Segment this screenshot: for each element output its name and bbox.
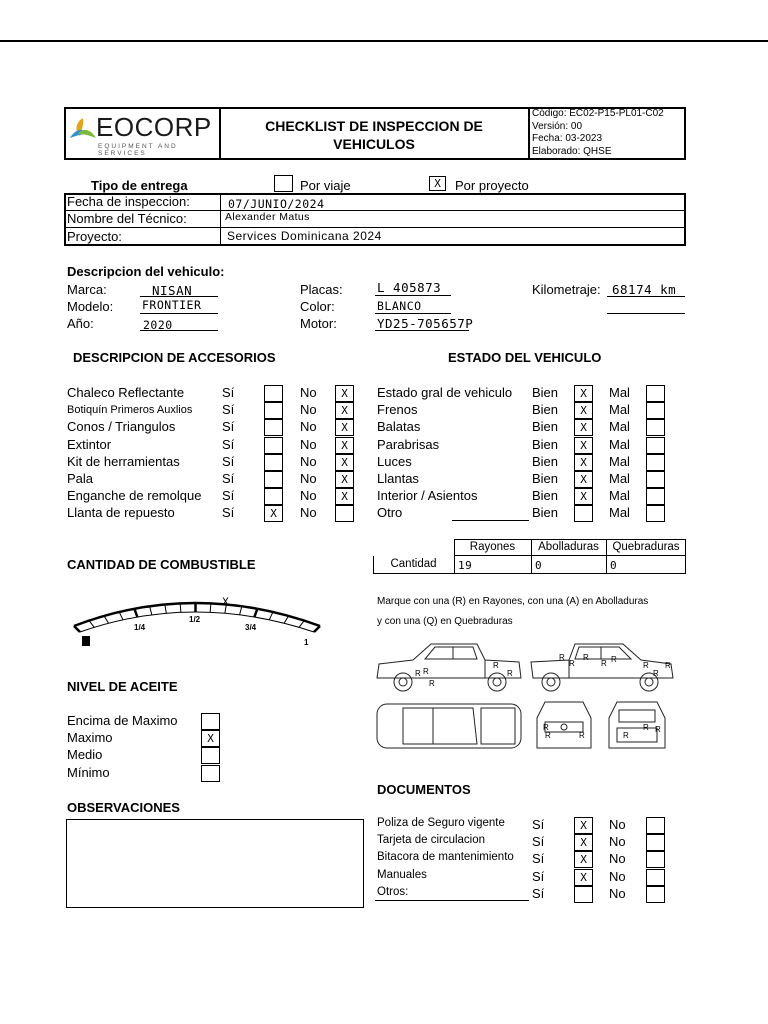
- fuel-level-mark[interactable]: X: [222, 595, 229, 609]
- damage-instructions-line-2: y con una (Q) en Quebraduras: [377, 616, 513, 627]
- state-bien-label: Bien: [532, 436, 559, 452]
- document-si-checkbox[interactable]: X: [574, 834, 593, 851]
- state-mal-checkbox[interactable]: [646, 437, 665, 454]
- damage-header-rayones: Rayones: [469, 541, 516, 553]
- damage-header-quebraduras: Quebraduras: [612, 541, 680, 553]
- plates-label: Placas:: [300, 282, 343, 297]
- year-label: Año:: [67, 316, 94, 331]
- damage-mark: R: [579, 731, 585, 740]
- state-mal-checkbox[interactable]: [646, 454, 665, 471]
- accessory-si-checkbox[interactable]: X: [264, 505, 283, 522]
- oil-level-checkbox[interactable]: [201, 747, 220, 764]
- accessory-no-checkbox[interactable]: X: [335, 437, 354, 454]
- oil-level-checkbox[interactable]: [201, 713, 220, 730]
- top-rule: [0, 40, 768, 42]
- document-label: Bitacora de mantenimiento: [377, 851, 514, 864]
- state-bien-label: Bien: [532, 402, 559, 418]
- fuel-gauge-tick: [269, 612, 273, 620]
- state-bien-checkbox[interactable]: [574, 505, 593, 522]
- year-underline: [140, 330, 218, 331]
- fuel-title: CANTIDAD DE COMBUSTIBLE: [67, 557, 256, 572]
- fuel-gauge-tick: [299, 621, 304, 628]
- damage-mark: R: [643, 723, 649, 732]
- model-underline: [140, 313, 218, 314]
- document-title: [220, 117, 528, 153]
- damage-mark: R: [559, 653, 565, 662]
- damage-mark: R: [569, 659, 575, 668]
- brand-label: Marca:: [67, 282, 107, 297]
- document-no-label: No: [609, 817, 626, 832]
- state-bien-label: Bien: [532, 471, 559, 486]
- accessory-label: Conos / Triangulos: [67, 419, 176, 435]
- fuel-gauge-tick: [74, 626, 80, 632]
- oil-level-label: Maximo: [67, 730, 113, 746]
- state-item-label: Parabrisas: [377, 436, 440, 452]
- accessory-no-label: No: [300, 385, 317, 400]
- accessory-label: Pala: [67, 471, 94, 486]
- fuel-pump-icon: [82, 636, 90, 646]
- plates-value[interactable]: L 405873: [377, 280, 442, 295]
- accessory-si-label: Sí: [222, 402, 235, 418]
- state-bien-label: Bien: [532, 385, 559, 400]
- document-si-checkbox[interactable]: X: [574, 869, 593, 886]
- damage-mark: R: [655, 725, 661, 734]
- document-si-label: Sí: [532, 817, 545, 832]
- accessory-si-checkbox[interactable]: [264, 385, 283, 402]
- accessory-no-checkbox[interactable]: X: [335, 402, 354, 419]
- document-si-checkbox[interactable]: X: [574, 851, 593, 868]
- vehicle-desc-title: Descripcion del vehiculo:: [67, 264, 225, 279]
- fuel-gauge-tick: [180, 603, 181, 612]
- accessory-si-label: Sí: [222, 453, 235, 469]
- state-item-label: Luces: [377, 453, 412, 469]
- mileage-underline: [607, 296, 685, 297]
- project-label: Proyecto:: [67, 229, 122, 244]
- damage-col-1: [454, 556, 455, 574]
- damage-mark: R: [493, 661, 499, 670]
- fuel-gauge-tick: [89, 621, 94, 628]
- damage-mark: R: [415, 669, 421, 678]
- document-si-label: Sí: [532, 885, 545, 901]
- damage-mark: R: [507, 669, 513, 678]
- technician-value[interactable]: Alexander Matus: [225, 211, 310, 223]
- fuel-gauge[interactable]: [64, 586, 324, 656]
- document-si-checkbox[interactable]: X: [574, 817, 593, 834]
- state-mal-label: Mal: [609, 471, 630, 486]
- doc-author: Elaborado: QHSE: [532, 145, 612, 157]
- state-mal-label: Mal: [609, 385, 630, 400]
- fuel-tick-1-2: 1/2: [189, 615, 201, 624]
- damage-mark: R: [601, 659, 607, 668]
- damage-header-abolladuras: Abolladuras: [538, 541, 599, 553]
- damage-instructions-line-1: Marque con una (R) en Rayones, con una (A) en Abolladuras: [377, 596, 649, 607]
- inspection-date-label: Fecha de inspeccion:: [67, 194, 190, 209]
- accessory-no-label: No: [300, 488, 317, 504]
- accessory-no-checkbox[interactable]: X: [335, 419, 354, 436]
- delivery-type-label: Tipo de entrega: [91, 178, 188, 193]
- document-no-checkbox[interactable]: [646, 869, 665, 886]
- state-bien-checkbox[interactable]: X: [574, 437, 593, 454]
- accessory-label: Extintor: [67, 436, 112, 452]
- state-mal-label: Mal: [609, 488, 630, 504]
- document-no-label: No: [609, 851, 626, 867]
- fuel-gauge-tick: [210, 603, 211, 612]
- brand-underline: [140, 296, 218, 297]
- model-label: Modelo:: [67, 299, 114, 314]
- accessory-no-label: No: [300, 436, 317, 452]
- documents-title: DOCUMENTOS: [377, 782, 471, 797]
- accessory-label: Botiquín Primeros Auxlios: [67, 404, 193, 417]
- state-bien-checkbox[interactable]: X: [574, 454, 593, 471]
- title-line-1: CHECKLIST DE INSPECCION DE: [265, 118, 483, 134]
- state-item-label: Otro: [377, 505, 403, 521]
- otro-underline: [452, 520, 529, 521]
- document-label: Manuales: [377, 868, 427, 881]
- accessory-no-checkbox[interactable]: [335, 505, 354, 522]
- damage-abolladuras-value[interactable]: 0: [535, 559, 543, 572]
- color-value[interactable]: BLANCO: [377, 299, 422, 313]
- accessory-label: Kit de herramientas: [67, 453, 180, 469]
- damage-mark: R: [665, 661, 671, 670]
- oil-level-checkbox[interactable]: X: [201, 730, 220, 747]
- document-si-label: Sí: [532, 834, 545, 850]
- document-no-checkbox[interactable]: [646, 851, 665, 868]
- state-bien-label: Bien: [532, 453, 559, 469]
- por-proyecto-checkbox[interactable]: X: [429, 176, 446, 191]
- accessory-no-checkbox[interactable]: X: [335, 454, 354, 471]
- accessory-no-label: No: [300, 471, 317, 486]
- accessory-si-checkbox[interactable]: [264, 488, 283, 505]
- fuel-tick-1-4: 1/4: [134, 623, 146, 632]
- year-value[interactable]: 2020: [143, 318, 173, 332]
- accessory-si-label: Sí: [222, 419, 235, 435]
- state-bien-label: Bien: [532, 419, 559, 435]
- vehicle-state-title: ESTADO DEL VEHICULO: [448, 350, 602, 365]
- accessory-no-checkbox[interactable]: X: [335, 385, 354, 402]
- plates-underline: [375, 295, 451, 296]
- title-line-2: VEHICULOS: [333, 136, 415, 152]
- damage-marks: [415, 653, 671, 740]
- accessory-si-label: Sí: [222, 471, 235, 486]
- oil-level-checkbox[interactable]: [201, 765, 220, 782]
- accessory-si-label: Sí: [222, 505, 235, 521]
- accessory-no-checkbox[interactable]: X: [335, 471, 354, 488]
- observations-title: OBSERVACIONES: [67, 800, 180, 815]
- technician-label: Nombre del Técnico:: [67, 211, 187, 226]
- accessory-no-checkbox[interactable]: X: [335, 488, 354, 505]
- model-value[interactable]: FRONTIER: [142, 298, 202, 312]
- state-item-label: Interior / Asientos: [377, 488, 478, 504]
- car-top-view: [377, 704, 521, 748]
- accessory-si-checkbox[interactable]: [264, 419, 283, 436]
- state-item-label: Balatas: [377, 419, 421, 435]
- damage-mark: R: [429, 679, 435, 688]
- info-row-divider-2: [64, 227, 686, 228]
- brand-value[interactable]: NISAN: [152, 283, 193, 298]
- fuel-tick-full: 1: [304, 638, 309, 647]
- damage-mark: R: [611, 655, 617, 664]
- damage-rayones-value[interactable]: 19: [458, 559, 473, 572]
- color-underline: [375, 313, 451, 314]
- damage-instructions: [377, 592, 648, 632]
- company-logo: [66, 110, 216, 156]
- state-item-label: Llantas: [377, 471, 419, 486]
- document-meta: [532, 108, 664, 158]
- fuel-gauge-tick: [119, 612, 123, 620]
- otros-underline: [375, 900, 529, 901]
- document-label: Poliza de Seguro vigente: [377, 817, 505, 829]
- eocorp-leaf-icon: [66, 114, 100, 144]
- fuel-gauge-tick: [314, 626, 320, 632]
- damage-mark: R: [623, 731, 629, 740]
- inspection-date-value[interactable]: 07/JUNIO/2024: [228, 197, 325, 211]
- state-bien-checkbox[interactable]: X: [574, 402, 593, 419]
- state-mal-checkbox[interactable]: [646, 385, 665, 402]
- accessory-si-label: Sí: [222, 488, 235, 504]
- state-mal-label: Mal: [609, 505, 630, 521]
- accessory-si-label: Sí: [222, 385, 235, 400]
- accessory-no-label: No: [300, 402, 317, 418]
- por-viaje-checkbox[interactable]: [274, 175, 293, 192]
- state-bien-label: Bien: [532, 505, 559, 521]
- damage-mark: R: [643, 661, 649, 670]
- state-bien-checkbox[interactable]: X: [574, 471, 593, 488]
- accessory-no-label: No: [300, 453, 317, 469]
- fuel-tick-3-4: 3/4: [245, 623, 257, 632]
- state-mal-checkbox[interactable]: [646, 471, 665, 488]
- fuel-gauge-tick: [104, 616, 109, 623]
- fuel-gauge-tick: [284, 616, 289, 623]
- vehicle-damage-diagram[interactable]: [373, 638, 683, 753]
- doc-version: Versión: 00: [532, 120, 583, 132]
- state-item-label: Frenos: [377, 402, 418, 418]
- logo-subtext: EQUIPMENT AND SERVICES: [98, 143, 178, 157]
- oil-level-label: Encima de Maximo: [67, 713, 178, 728]
- document-si-label: Sí: [532, 851, 545, 867]
- document-no-label: No: [609, 834, 626, 850]
- engine-underline: [375, 330, 469, 331]
- damage-mark: R: [423, 667, 429, 676]
- accessories-title: DESCRIPCION DE ACCESORIOS: [73, 350, 276, 365]
- document-no-checkbox[interactable]: [646, 817, 665, 834]
- damage-mark: R: [583, 653, 589, 662]
- document-no-label: No: [609, 868, 626, 884]
- state-mal-checkbox[interactable]: [646, 402, 665, 419]
- accessory-no-label: No: [300, 419, 317, 435]
- state-bien-checkbox[interactable]: X: [574, 488, 593, 505]
- oil-level-label: Mínimo: [67, 764, 110, 780]
- engine-value[interactable]: YD25-705657P: [377, 316, 474, 331]
- damage-table: [373, 539, 686, 574]
- document-no-label: No: [609, 885, 626, 901]
- damage-mark: R: [543, 723, 549, 732]
- por-viaje-label: Por viaje: [300, 178, 351, 193]
- damage-mark: R: [545, 731, 551, 740]
- document-no-checkbox[interactable]: [646, 886, 665, 903]
- accessory-label: Enganche de remolque: [67, 488, 202, 504]
- state-bien-checkbox[interactable]: X: [574, 385, 593, 402]
- fuel-gauge-tick: [134, 609, 137, 617]
- por-proyecto-label: Por proyecto: [455, 178, 529, 193]
- state-mal-checkbox[interactable]: [646, 488, 665, 505]
- accessory-si-label: Sí: [222, 436, 235, 452]
- state-item-label: Estado gral de vehiculo: [377, 385, 513, 400]
- info-col-divider: [220, 193, 221, 246]
- accessory-si-checkbox[interactable]: [264, 454, 283, 471]
- observations-box[interactable]: [66, 819, 364, 908]
- state-mal-label: Mal: [609, 402, 630, 418]
- state-mal-label: Mal: [609, 436, 630, 452]
- state-bien-checkbox[interactable]: X: [574, 419, 593, 436]
- fuel-gauge-tick: [165, 604, 167, 613]
- logo-text: EOCORP: [96, 112, 212, 142]
- damage-quebraduras-value[interactable]: 0: [610, 559, 618, 572]
- color-label: Color:: [300, 299, 335, 314]
- accessory-label: Chaleco Reflectante: [67, 385, 185, 400]
- document-no-checkbox[interactable]: [646, 834, 665, 851]
- doc-code: Código: EC02-P15-PL01-C02: [532, 108, 664, 119]
- state-mal-label: Mal: [609, 453, 630, 469]
- oil-level-label: Medio: [67, 747, 103, 763]
- document-label: Tarjeta de circulacion: [377, 834, 486, 847]
- mileage-underline-2: [607, 313, 685, 314]
- oil-title: NIVEL DE ACEITE: [67, 679, 178, 694]
- accessory-si-checkbox[interactable]: [264, 471, 283, 488]
- accessory-si-checkbox[interactable]: [264, 402, 283, 419]
- document-label: Otros:: [377, 885, 409, 898]
- engine-label: Motor:: [300, 316, 337, 331]
- fuel-gauge-tick: [240, 606, 242, 615]
- document-si-label: Sí: [532, 868, 545, 884]
- mileage-label: Kilometraje:: [532, 282, 601, 297]
- document-si-checkbox[interactable]: [574, 886, 593, 903]
- mileage-value[interactable]: 68174 km: [612, 282, 677, 297]
- accessory-label: Llanta de repuesto: [67, 505, 175, 521]
- state-mal-checkbox[interactable]: [646, 505, 665, 522]
- project-value[interactable]: Services Dominicana 2024: [227, 229, 382, 243]
- state-mal-checkbox[interactable]: [646, 419, 665, 436]
- state-mal-label: Mal: [609, 419, 630, 435]
- header-divider-2: [528, 107, 530, 160]
- accessory-no-label: No: [300, 505, 317, 521]
- doc-date: Fecha: 03-2023: [532, 133, 603, 144]
- car-side-left: [377, 644, 521, 691]
- accessory-si-checkbox[interactable]: [264, 437, 283, 454]
- fuel-gauge-tick: [254, 609, 257, 617]
- damage-row-label: Cantidad: [390, 558, 437, 570]
- state-bien-label: Bien: [532, 488, 559, 504]
- damage-mark: R: [653, 669, 659, 678]
- fuel-gauge-tick: [150, 606, 152, 615]
